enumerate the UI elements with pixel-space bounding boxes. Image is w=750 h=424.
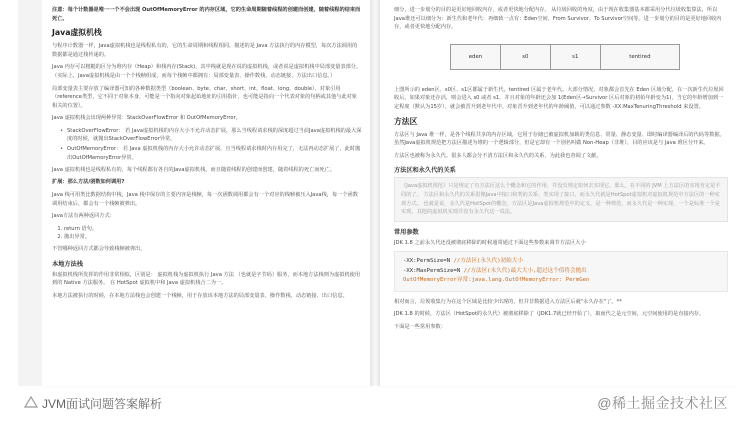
code-cmd: -XX:MaxPermSize=N xyxy=(403,267,461,274)
left-page xyxy=(42,0,372,386)
note-program-counter: 注意：每个计数器是唯一一个不会出现 OutOfMemoryError 的内存区域，它的生命周期随着线程的创建而创建，随着线程的结束而死亡。 xyxy=(52,7,361,22)
triangle-icon xyxy=(24,396,38,408)
heap-diagram xyxy=(450,44,680,70)
code-line xyxy=(403,257,719,266)
code-comment: //方法区(永久代)最大大小,超过这个值将会抛出 xyxy=(463,267,587,274)
book-spread xyxy=(18,0,730,386)
code-block xyxy=(394,251,728,291)
paragraph: 细分，进一步划分的目的是更好地回收内存，或者更快地分配内存。 从垃圾回收的角度，由于现在收集器基本都采用分代垃圾收集算法，所以Java堆还可以细分为：新生代和老年代：再细致一点有：Eden空间、From Survivor、To Survivor空间等。进一步划分的目的是更好地回收内存，或者更快地分配内存。 xyxy=(394,7,722,31)
paragraph: 相对而言，垃圾收集行为在这个区域是比较少出现的，但并非数据进入方法区后就"永久存在"了。** xyxy=(394,298,622,305)
subsection-title-params: 常用参数 xyxy=(394,228,419,236)
paragraph: Java 虚拟机栈也是线程私有的，每个线程都有各自的Java虚拟机栈，而且随着线程的创建而创建，随着线程的死亡而死亡。 xyxy=(52,166,335,173)
paragraph: Java方法有两种返回方式： xyxy=(52,213,115,220)
paragraph: 方法区与 Java 堆一样，是各个线程共享的内存区域，它用于存储已被虚拟机加载的类信息、常量、静态变量、即时编译器编译后的代码等数据。虽然Java虚拟机规范把方法区描述为堆的一个逻辑部分，但是它却有一个别名叫做 Non-Heap（非堆），目的应该是与 Java 堆区分开来。 xyxy=(394,131,725,147)
section-title-method-area: 方法区 xyxy=(394,116,418,126)
code-line xyxy=(403,267,719,276)
quote-box xyxy=(394,177,728,221)
paragraph: 本地方法被执行的时候，在本地方法栈也会创建一个栈帧，用于存放该本地方法的局部变量表、操作数栈、动态链接、出口信息。 xyxy=(52,292,348,299)
paragraph: JDK 1.8 之前永久代还没被彻底移除的时候通常通过下面这些参数来调节方法区大小 xyxy=(394,239,586,246)
paragraph: 局部变量表主要存放了编译器可知的各种数据类型（boolean、byte、char、short、int、float、long、double）、对象引用（reference类型，它不同于对象本身，可能是一个指向对象起始地址的引用指针，也可能是指向一个代表对象的句柄或其他与此对象相关的位置）。 xyxy=(52,85,357,109)
list-item: • StackOverFlowError： 若 Java虚拟机栈的内存大小不允许动态扩展，那么当线程请求栈的深度超过当前Java虚拟机栈的最大深度的时候，就抛出StackOverFlowError异常。 xyxy=(60,127,362,143)
image-caption: JVM面试问题答案解析 xyxy=(42,397,163,411)
code-cmd: -XX:PermSize=N xyxy=(403,258,451,265)
code-comment: //方法区(永久代)初始大小 xyxy=(453,258,523,265)
section-title-native-stack: 本地方法栈 xyxy=(52,260,83,268)
subsection-title: 方法区和永久代的关系 xyxy=(394,167,456,175)
heap-cell-tentired: tentired xyxy=(601,45,679,69)
watermark: @稀土掘金技术社区 xyxy=(597,395,728,411)
paragraph: Java 虚拟机栈会出现两种异常：StackOverFlowError 和 OutOfMemoryError。 xyxy=(52,115,241,122)
code-line xyxy=(403,276,719,285)
paragraph: Java 栈可用类比数据结构中栈，Java 栈中保存的主要内容是栈帧，每一次函数调用都会有一个对应的栈帧被压入Java栈，每一个函数调用结束后，都会有一个栈帧被弹出。 xyxy=(52,191,358,207)
paragraph: 和虚拟机栈所发挥的作用非常相似，区别是： 虚拟机栈为虚拟机执行 Java 方法 （也就是字节码）服务，而本地方法栈则为虚拟机使用到的 Native 方法服务。 在 HotSpot 虚拟机中和 Java 虚拟机栈合二为一。 xyxy=(52,271,361,287)
caption-bar xyxy=(0,388,750,424)
return-methods-list xyxy=(64,225,362,241)
exception-list xyxy=(60,127,362,162)
extension-question: 扩展：那么方法/函数如何调用? xyxy=(52,179,125,186)
paragraph: JDK 1.8 的时候，方法区（HotSpot的永久代）被彻底移除了（JDK1.7就已经开始了），取而代之是元空间，元空间使用的是直接内存。 xyxy=(394,311,705,318)
paragraph: 下面是一些常用参数： xyxy=(394,323,446,330)
paragraph: 不管哪种返回方式都会导致栈帧被弹出。 xyxy=(52,246,146,253)
code-cmd: OutOfMemoryError异常:java.lang.OutOfMemoryError: PermGen xyxy=(403,277,590,284)
heap-cell-s1: s1 xyxy=(551,45,601,69)
paragraph: 方法区也被称为永久代。很多人都会分不清方法区和永久代的关系，为此我也查阅了文献。 xyxy=(394,152,602,159)
right-page xyxy=(380,0,738,386)
list-item: 2. 抛出异常。 xyxy=(64,233,362,241)
paragraph: 与程序计数器一样，Java虚拟机栈也是线程私有的，它的生命周期和线程相同，描述的是 Java 方法执行的内存模型，每次方法调用的数据都是通过栈传递的。 xyxy=(52,43,358,58)
heap-cell-eden: eden xyxy=(451,45,501,69)
heap-cell-s0: s0 xyxy=(501,45,551,69)
quote-text: 《Java虚拟机规范》只是规定了有方法区这么个概念和它的作用，并没有规定如何去实现它。那么，在不同的 JVM 上方法区的实现肯定是不同的了。 方法区和永久代的关系很像Java中接口和类的关系，类实现了接口，而永久代就是HotSpot虚拟机对虚拟机规范中方法区的一种实现方式。 也就是说，永久代是HotSpot的概念，方法区是Java虚拟机规范中的定义，是一种规范，而永久代是一种实现，一个是标准一个是实现，其他的虚拟机实现并没有永久代这一说法。 xyxy=(401,183,721,216)
section-title-vm-stack: Java虚拟机栈 xyxy=(52,28,102,38)
paragraph: 上图所示的 eden区、s0区、s1区都属于新生代，tentired 区属于老年代。大部分情况，对象都会首先在 Eden 区域分配，在一次新生代垃圾回收后，如果对象还存活，则会进入 s0 或者 s1，并且对象的年龄还会加 1(Eden区→Survivor 区后对象的初始年龄变为1)，当它的年龄增加到一定程度（默认为15岁），就会被晋升到老年代中。对象晋升到老年代的年龄阈值，可以通过参数 -XX:MaxTenuringThreshold 来设置。 xyxy=(394,86,724,110)
paragraph: Java 内存可以粗糙的区分为堆内存（Heap）和栈内存(Stack)，其中栈就是现在说的虚拟机栈，或者说是虚拟机栈中局部变量表部分。（实际上，Java虚拟机栈是由一个个栈帧组成，而每个栈帧中都拥有：局部变量表、操作数栈、动态链接、方法出口信息。） xyxy=(52,64,362,79)
list-item: 1. return 语句。 xyxy=(64,225,362,233)
list-item: • OutOfMemoryError： 若 Java 虚拟机栈的内存大小允许动态扩展，且当线程请求栈时内存用完了，无法再动态扩展了，此时抛出OutOfMemoryError异常。 xyxy=(60,145,362,161)
